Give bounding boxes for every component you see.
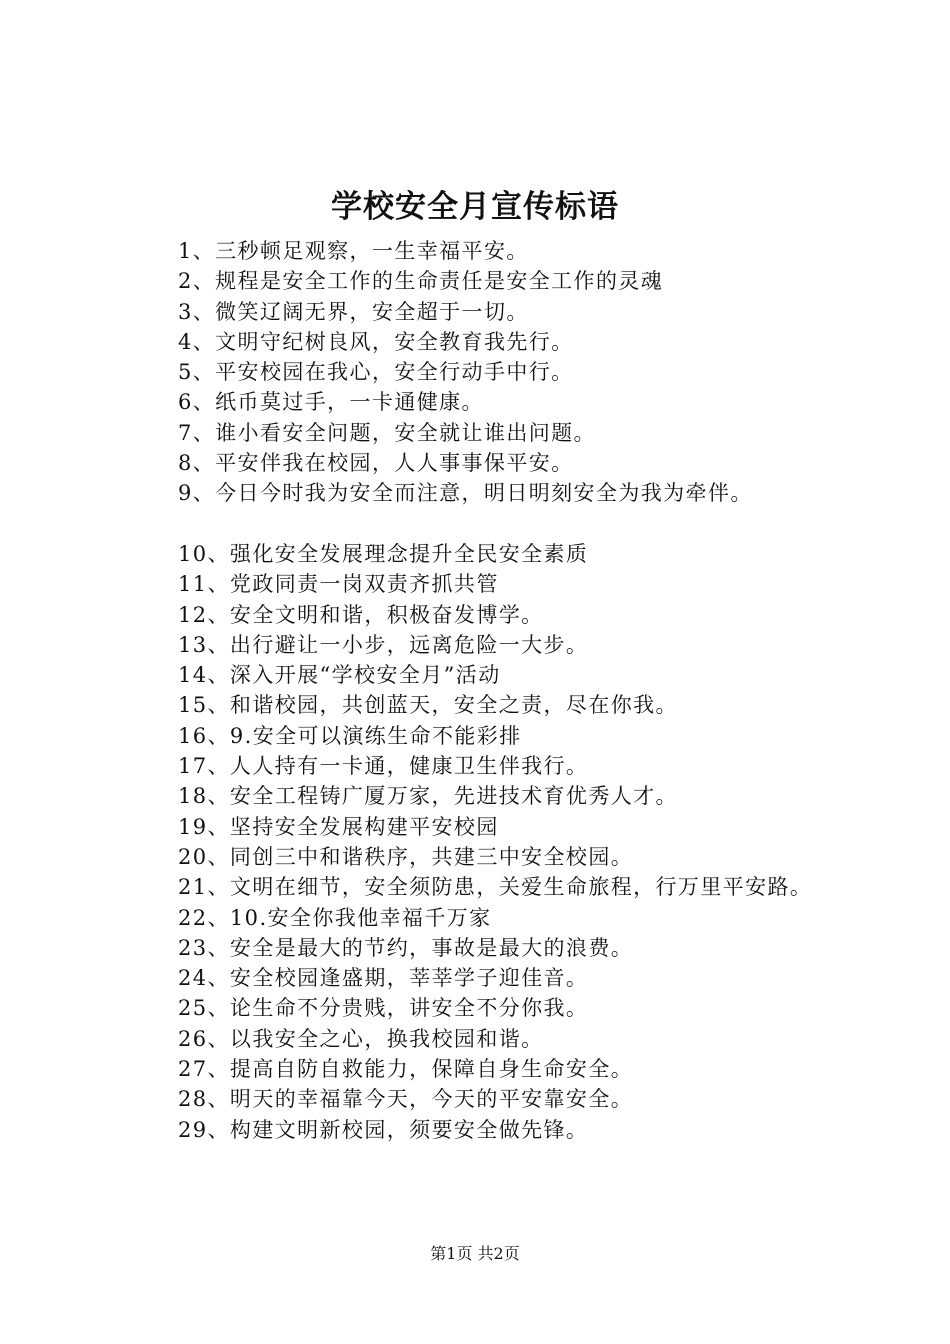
slogan-item: 24、安全校园逢盛期，莘莘学子迎佳音。 bbox=[178, 966, 589, 991]
slogan-item: 7、谁小看安全问题，安全就让谁出问题。 bbox=[178, 420, 596, 445]
page-number: 第1页 bbox=[430, 1244, 473, 1263]
slogan-item: 19、坚持安全发展构建平安校园 bbox=[178, 814, 499, 839]
slogan-item: 9、今日今时我为安全而注意，明日明刻安全为我为牵伴。 bbox=[178, 481, 753, 506]
slogan-item: 8、平安伴我在校园，人人事事保平安。 bbox=[178, 451, 574, 476]
slogan-item: 22、10.安全你我他幸福千万家 bbox=[178, 905, 492, 930]
slogan-item: 16、9.安全可以演练生命不能彩排 bbox=[178, 723, 522, 748]
slogan-item: 13、出行避让一小步，远离危险一大步。 bbox=[178, 632, 589, 657]
slogan-item: 15、和谐校园，共创蓝天，安全之责，尽在你我。 bbox=[178, 693, 678, 718]
slogan-item: 28、明天的幸福靠今天，今天的平安靠安全。 bbox=[178, 1087, 634, 1112]
slogan-item: 10、强化安全发展理念提升全民安全素质 bbox=[178, 541, 589, 566]
slogan-item: 27、提高自防自救能力，保障自身生命安全。 bbox=[178, 1057, 634, 1082]
slogan-item: 12、安全文明和谐，积极奋发博学。 bbox=[178, 602, 544, 627]
slogan-item: 2、规程是安全工作的生命责任是安全工作的灵魂 bbox=[178, 269, 664, 294]
page-footer bbox=[0, 1242, 950, 1266]
page-total: 共2页 bbox=[477, 1244, 520, 1263]
slogan-item: 26、以我安全之心，换我校园和谐。 bbox=[178, 1026, 544, 1051]
slogan-item: 3、微笑辽阔无界，安全超于一切。 bbox=[178, 299, 529, 324]
blank-line bbox=[130, 509, 835, 539]
slogan-item: 14、深入开展“学校安全月”活动 bbox=[178, 663, 501, 688]
slogan-item: 23、安全是最大的节约，事故是最大的浪费。 bbox=[178, 935, 634, 960]
slogan-item: 20、同创三中和谐秩序，共建三中安全校园。 bbox=[178, 844, 634, 869]
slogan-item: 29、构建文明新校园，须要安全做先锋。 bbox=[178, 1117, 589, 1142]
slogan-item: 17、人人持有一卡通，健康卫生伴我行。 bbox=[178, 754, 589, 779]
slogan-item: 25、论生命不分贵贱，讲安全不分你我。 bbox=[178, 996, 589, 1021]
slogan-item: 18、安全工程铸广厦万家，先进技术育优秀人才。 bbox=[178, 784, 678, 809]
slogan-item: 11、党政同责一岗双责齐抓共管 bbox=[178, 572, 499, 597]
slogan-list bbox=[130, 236, 835, 1145]
slogan-item: 1、三秒顿足观察，一生幸福平安。 bbox=[178, 239, 529, 263]
slogan-item: 4、文明守纪树良风，安全教育我先行。 bbox=[178, 329, 574, 354]
slogan-item: 21、文明在细节，安全须防患，关爱生命旅程，行万里平安路。 bbox=[178, 875, 813, 900]
slogan-item: 5、平安校园在我心，安全行动手中行。 bbox=[178, 360, 574, 385]
document-title: 学校安全月宣传标语 bbox=[331, 189, 619, 225]
slogan-item: 6、纸币莫过手，一卡通健康。 bbox=[178, 390, 484, 415]
